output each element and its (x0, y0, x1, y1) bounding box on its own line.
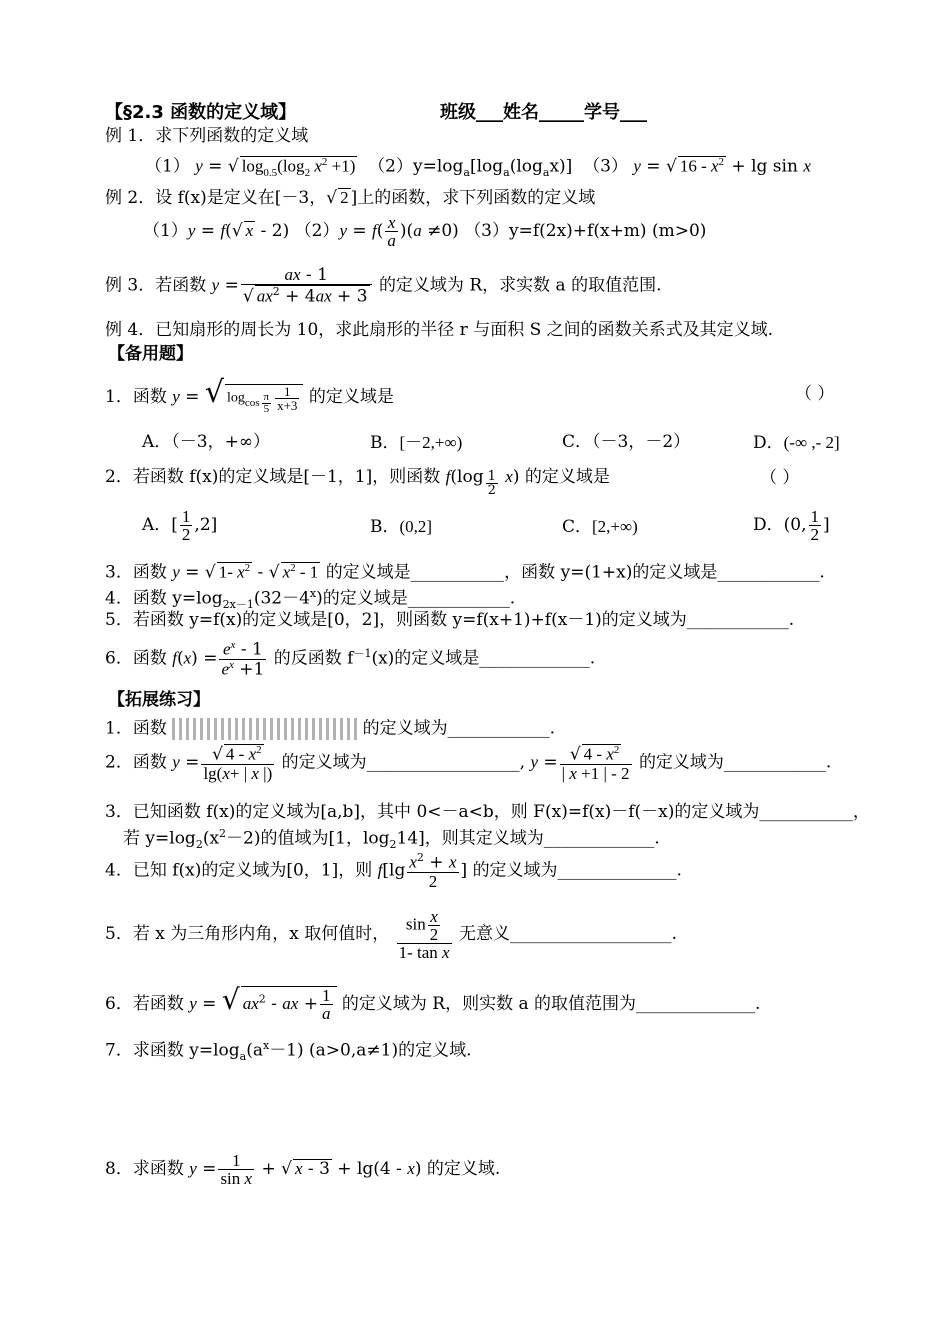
extension-p5: 5．若 x 为三角形内角，x 取何值时， sin $\frac{x}{2}$ 1- tan x 无意义___________________. (105, 907, 677, 962)
example-2-parts: （1）y = f(√ x - 2) （2）y = f( $\frac{x}{a}$ )(a ≠0) （3）y=f(2x)+f(x+m) (m>0) (143, 213, 707, 250)
backup-q4: 4．函数 $y=\log_{2x-1}(32-4^x)$的定义域是____________. (105, 587, 516, 612)
extension-p7: 7．求函数 $y=\log_a(a^x-1)$ (a>0,a≠1)的定义域. (105, 1039, 472, 1064)
backup-q1-option-b: B．[－2,+∞) (370, 433, 463, 453)
example-2-label: 例 2．设 f(x)是定义在[－3，√ 2 ]上的函数，求下列函数的定义域 (105, 188, 596, 208)
example-1-parts: （1） y = √ $\log_{0.5}(\log_2$ $x^2 +1$) $(2)y=\log_a[\log_a(\log_ax)]$ （3） y = √ $16 - x^2 + \lg \sin x$ (145, 156, 811, 180)
backup-q5: 5．若函数 y=f(x)的定义域是[0，2]，则函数 y=f(x+1)+f(x－1)的定义域为____________. (105, 610, 795, 630)
backup-q1-option-c: C．（－3，－2） (562, 432, 691, 452)
backup-q1-option-a: A．（－3，+∞） (142, 432, 270, 452)
backup-q3: 3．函数 y = √ 1- $x^2$ - √ $x^2 - 1$ 的定义域是___________，函数 y=(1+x)的定义域是____________. (105, 562, 825, 583)
backup-q2: 2．若函数 f(x)的定义域是[－1，1]，则函数 f(log $_{\frac{1}{2}}$ x) 的定义域是 (105, 467, 610, 498)
backup-q2-option-d: D．(0, $\frac{1}{2}$ ] (753, 507, 830, 544)
example-1-label: 例 1．求下列函数的定义域 (105, 126, 309, 146)
extension-p4: 4．已知 f(x)的定义域为[0，1]，则 f[lg $\frac{x^2 + x}{2}$ ] 的定义域为______________. (105, 851, 682, 891)
backup-q2-option-b: B．(0,2] (370, 517, 433, 537)
backup-q2-option-a: A．[ $\frac{1}{2}$ ,2] (142, 507, 218, 544)
extension-p6: 6．若函数 y = √ $ax^2$ - ax + $\frac{1}{a}$ 的定义域为 R，则实数 a 的取值范围为______________. (105, 983, 761, 1023)
backup-heading: 【备用题】 (108, 344, 193, 364)
backup-q1-answer-paren: （ ） (795, 384, 835, 404)
backup-q6: 6．函数 f(x) = $\frac{e^x - 1}{e^x +1}$ 的反函数 $f^{-1}(x)$的定义域是_____________. (105, 639, 596, 680)
garbled-formula-image (172, 718, 357, 740)
extension-p1: 1．函数 的定义域为____________. (105, 718, 556, 739)
extension-p2: 2．函数 y = $\frac{√ 4 - x^2}{\lg(x+ | x |)}$ 的定义域为__________________, y = $\frac{√ 4 - x^2}{| x +1 | - 2}$ 的定义域为____________. (105, 744, 832, 783)
extension-p3-line1: 3．已知函数 f(x)的定义域为[a,b]，其中 0<－a<b，则 F(x)=f(x)－f(－x)的定义域为___________， (105, 802, 870, 822)
extension-heading: 【拓展练习】 (108, 690, 210, 710)
student-info-fields: 班级___姓名_____学号___ (440, 102, 647, 123)
backup-q2-option-c: C．[2,+∞) (562, 517, 638, 537)
backup-q2-answer-paren: （ ） (760, 468, 800, 488)
extension-p8: 8．求函数 y = $\frac{1}{\text{sin x}}$ + √ x - 3 + lg(4 - x) 的定义域. (105, 1151, 501, 1188)
example-4: 例 4．已知扇形的周长为 10，求此扇形的半径 r 与面积 S 之间的函数关系式及其定义域. (105, 320, 774, 340)
example-3: 例 3．若函数 y = $\frac{ax - 1}{√ ax^2 + 4ax + 3}$ 的定义域为 R，求实数 a 的取值范围. (105, 265, 662, 307)
extension-p3-line2: 若 $y=\log_2(x^2-2)$的值域为[1，$\log_214$]，则其定义域为_____________. (123, 827, 660, 852)
backup-q1-option-d: D．(-∞ ,- 2] (753, 433, 840, 453)
page-title: 【§2.3 函数的定义域】 (105, 102, 297, 123)
backup-q1: 1．函数 y = √ $\log_{cos \frac{\pi}{5}}$ $\frac{1}{x+3}$ 的定义域是 (105, 375, 394, 415)
